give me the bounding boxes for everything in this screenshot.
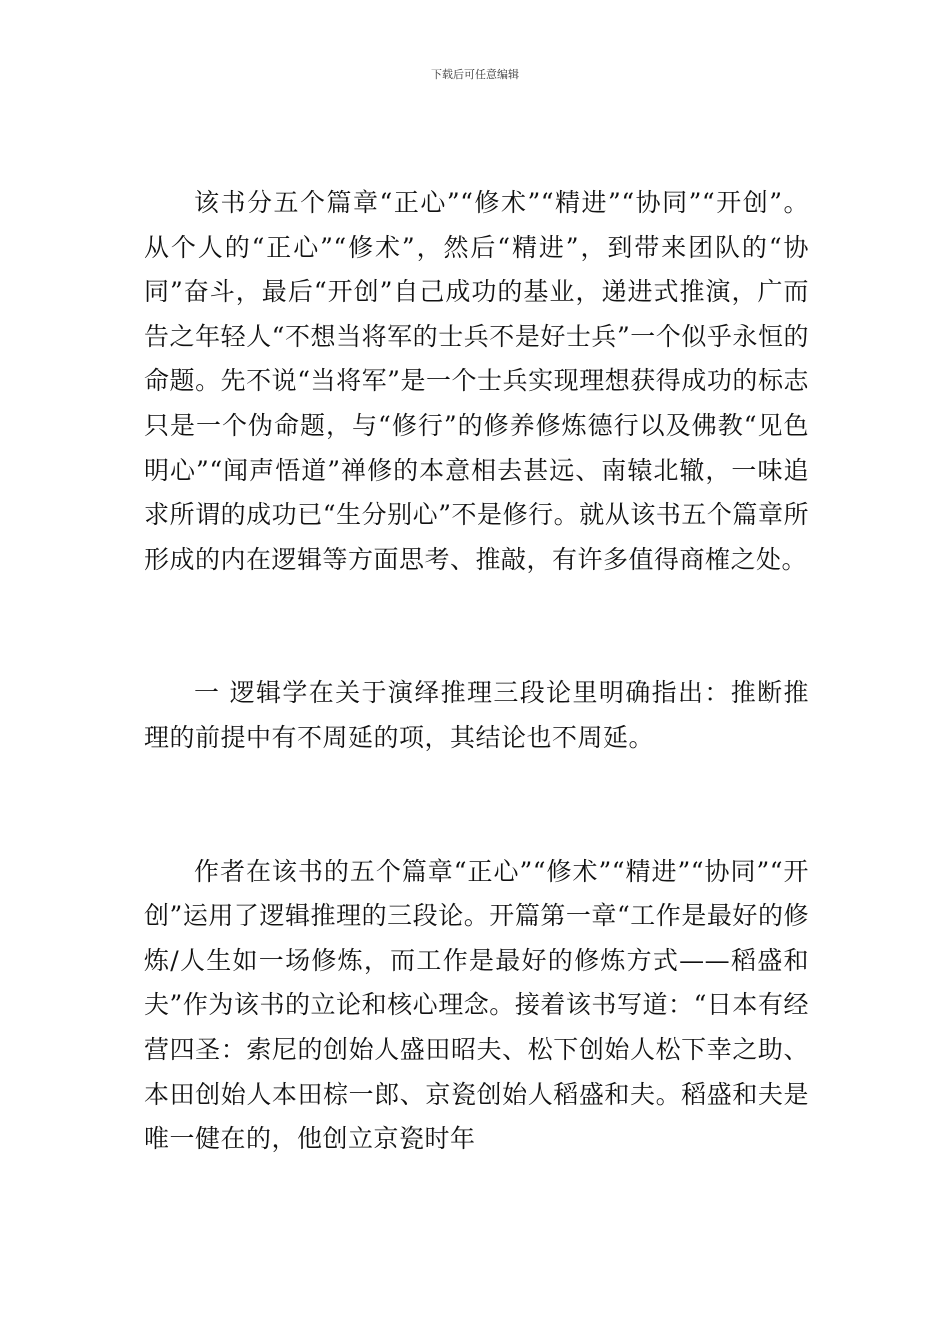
- paragraph-intro: 该书分五个篇章“正心”“修术”“精进”“协同”“开创”。从个人的“正心”“修术”，然后“精进”，到带来团队的“协同”奋斗，最后“开创”自己成功的基业，递进式推演，广而告之年轻人“不想当将军的士兵不是好士兵”一个似乎永恒的命题。先不说“当将军”是一个士兵实现理想获得成功的标志只是一个伪命题，与“修行”的修养修炼德行以及佛教“见色明心”“闻声悟道”禅修的本意相去甚远、南辕北辙，一味追求所谓的成功已“生分别心”不是修行。就从该书五个篇章所形成的内在逻辑等方面思考、推敲，有许多值得商榷之处。: [144, 188, 809, 574]
- paragraph-logic-premise: 一 逻辑学在关于演绎推理三段论里明确指出：推断推理的前提中有不周延的项，其结论也不周延。: [144, 678, 809, 752]
- document-body: [144, 181, 809, 1162]
- page-header: 下载后可任意编辑: [431, 68, 519, 81]
- paragraph-syllogism: 作者在该书的五个篇章“正心”“修术”“精进”“协同”“开创”运用了逻辑推理的三段论。开篇第一章“工作是最好的修炼/人生如一场修炼，而工作是最好的修炼方式——稻盛和夫”作为该书的立论和核心理念。接着该书写道：“日本有经营四圣：索尼的创始人盛田昭夫、松下创始人松下幸之助、本田创始人本田棕一郎、京瓷创始人稻盛和夫。稻盛和夫是唯一健在的，他创立京瓷时年: [144, 856, 809, 1154]
